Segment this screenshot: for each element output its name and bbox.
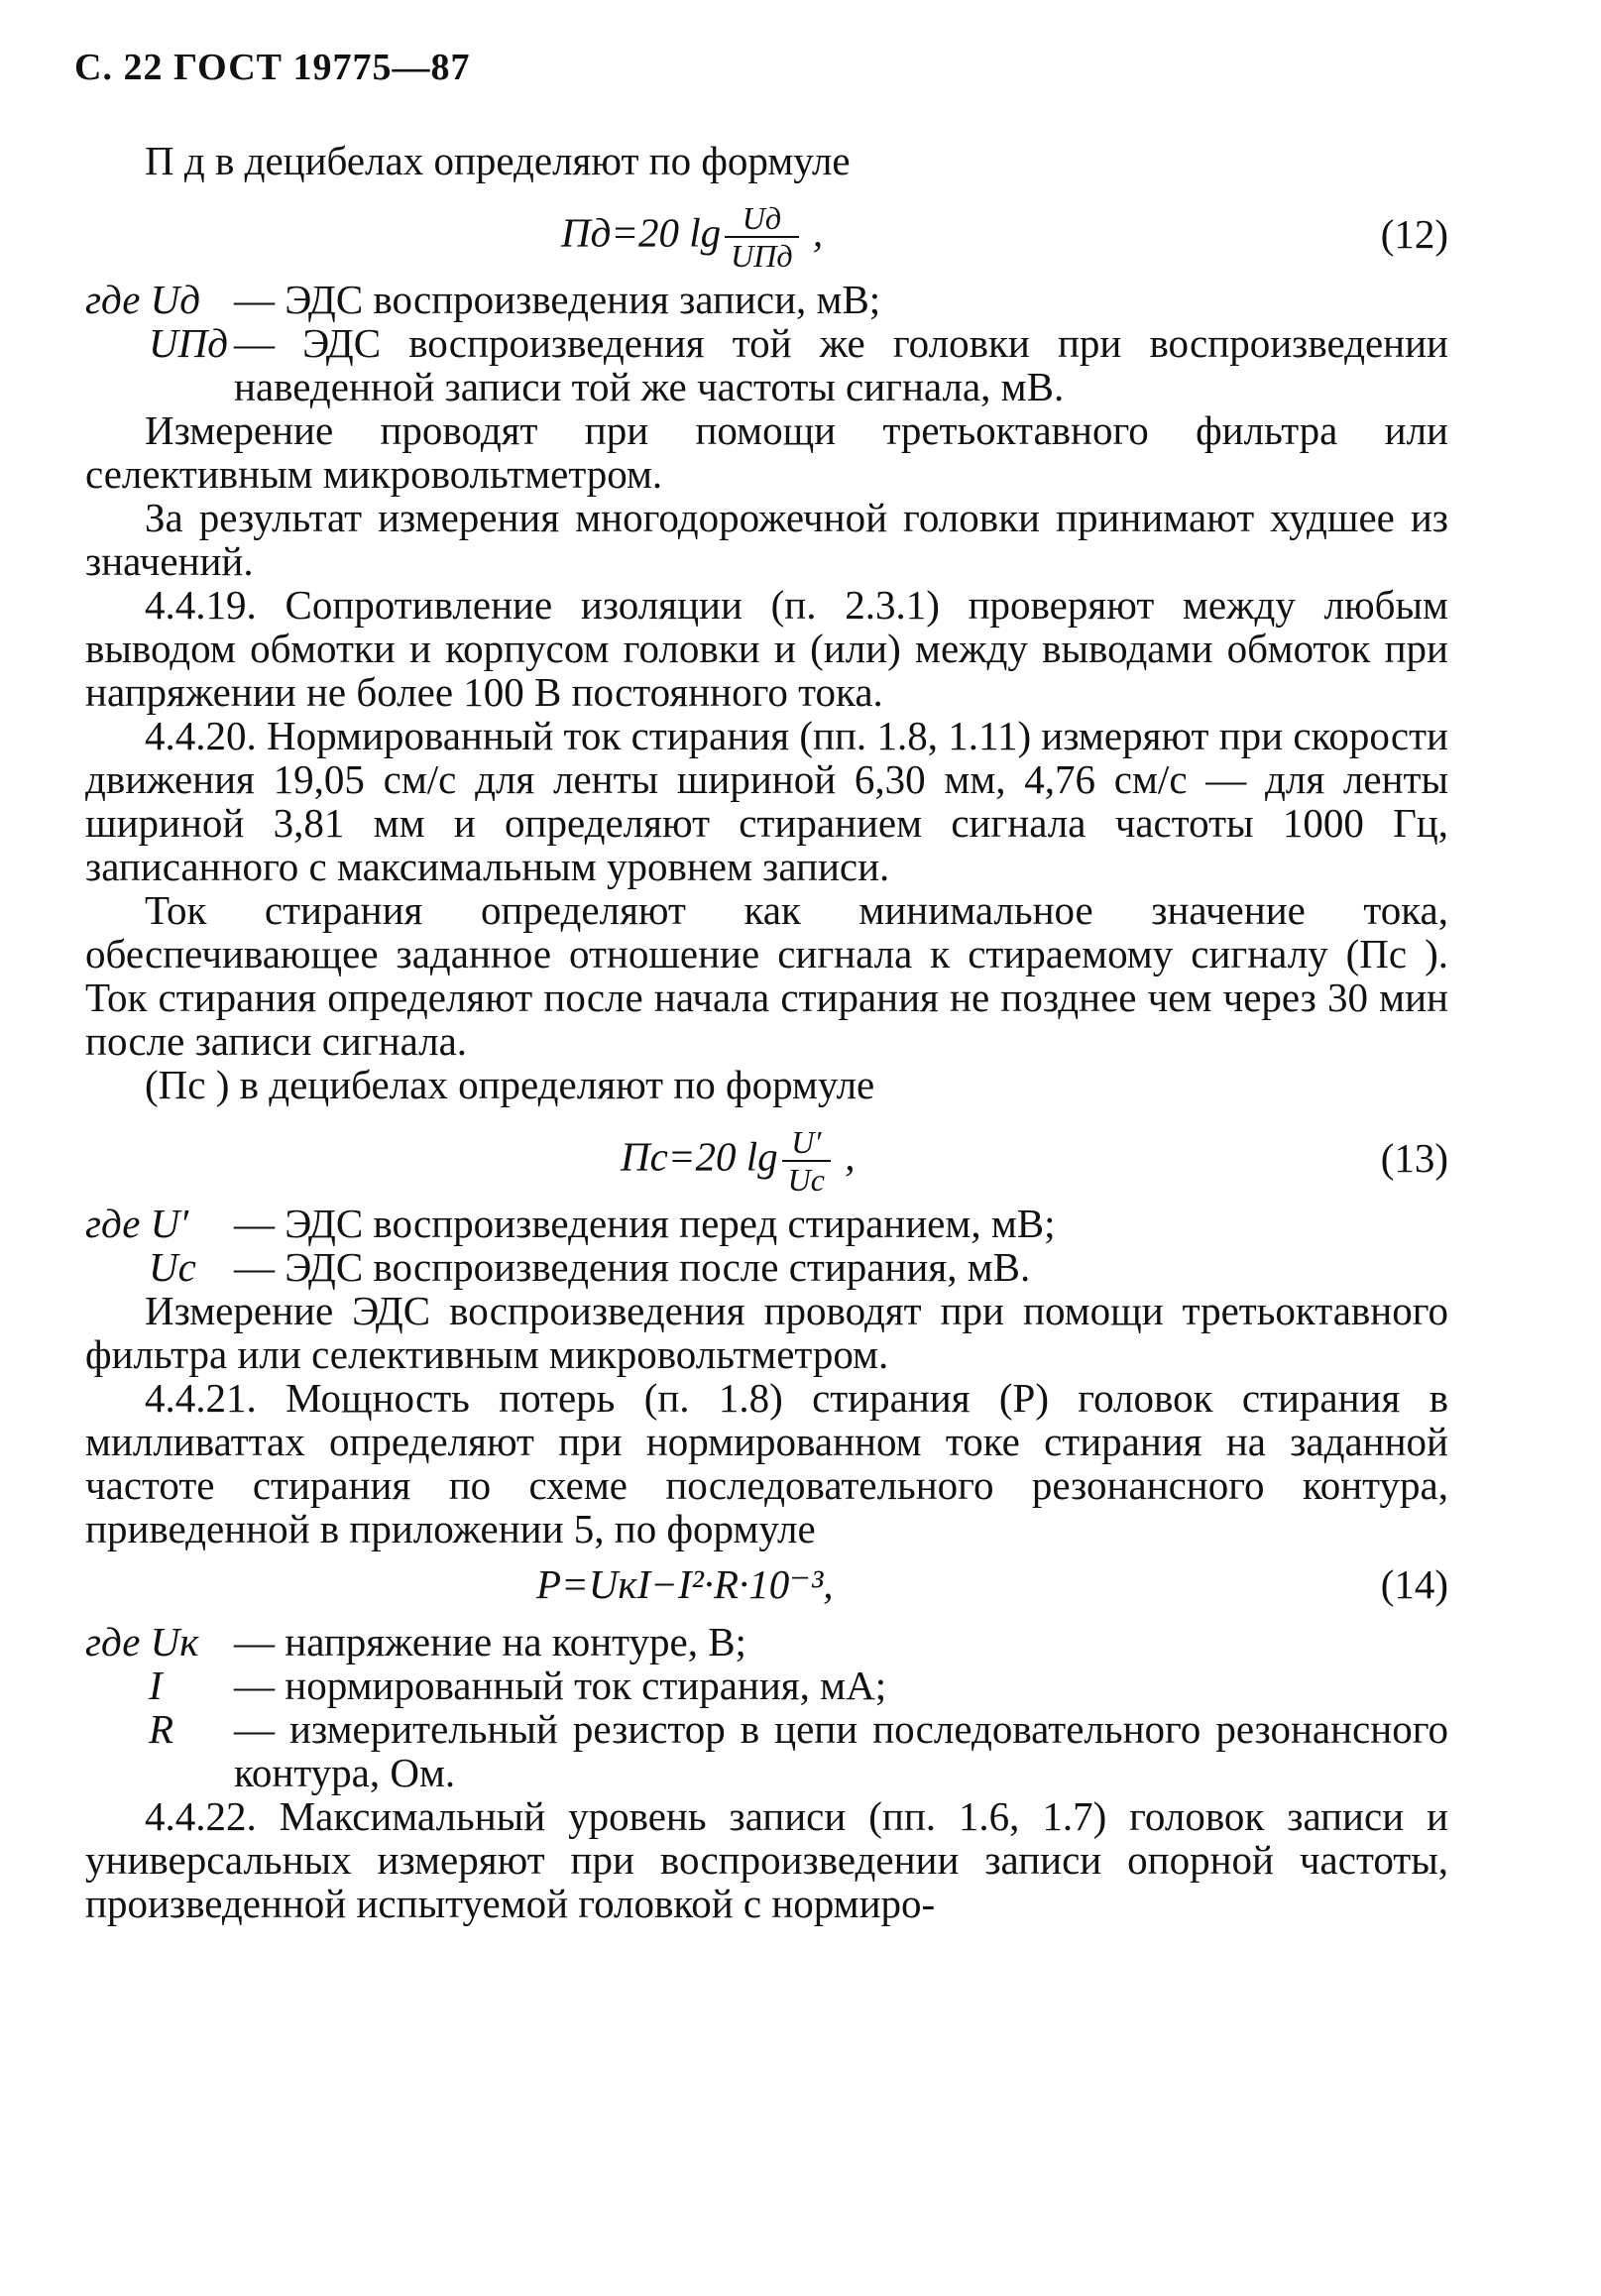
- definition-row: [85, 1245, 1448, 1289]
- fraction-denominator: UПд: [731, 238, 793, 274]
- paragraph: 4.4.21. Мощность потерь (п. 1.8) стирания (Р) головок стирания в милливаттах определяют при нормированном токе стирания на заданной частоте стирания по схеме последовательного резонансного контура, приведенной в приложении 5, по формуле: [85, 1375, 1448, 1551]
- definition-text: — измерительный резистор в цепи последовательного резонансного контура, Ом.: [234, 1706, 1448, 1795]
- definition-symbol: где Uк: [85, 1619, 199, 1665]
- paragraph: (Пс ) в децибелах определяют по формуле: [145, 1062, 875, 1107]
- formula-number: (13): [1380, 1135, 1448, 1181]
- page-header: С. 22 ГОСТ 19775—87: [74, 47, 471, 88]
- formula-lhs: Пс=20 lg: [621, 1133, 778, 1180]
- formula-tail: ,: [802, 209, 824, 256]
- formula-expression: P=UкI−I²·R·10⁻³,: [536, 1561, 834, 1607]
- definitions-list: [85, 1202, 1448, 1289]
- definition-text: — ЭДС воспроизведения перед стиранием, мВ;: [234, 1201, 1056, 1246]
- definition-row: [85, 1707, 1448, 1794]
- definition-text: — ЭДС воспроизведения записи, мВ;: [234, 277, 881, 322]
- fraction-numerator: Uд: [725, 200, 798, 238]
- paragraph: 4.4.19. Сопротивление изоляции (п. 2.3.1) проверяют между любым выводом обмотки и корпусом головки и (или) между выводами обмоток при напряжении не более 100 В постоянного тока.: [85, 582, 1448, 715]
- paragraph: Измерение проводят при помощи третьоктавного фильтра или селективным микровольтметром.: [85, 407, 1448, 497]
- paragraph: Ток стирания определяют как минимальное значение тока, обеспечивающее заданное отношение сигнала к стираемому сигналу (Пс ). Ток стирания определяют после начала стирания не позднее чем через 30 мин после записи сигнала.: [85, 887, 1448, 1064]
- formula-lhs: Пд=20 lg: [561, 209, 722, 256]
- formula-number: (14): [1380, 1561, 1448, 1607]
- definition-symbol: R: [149, 1706, 174, 1752]
- document-body: [85, 139, 1448, 1925]
- definition-symbol: UПд: [149, 320, 228, 366]
- paragraph: П д в децибелах определяют по формуле: [145, 138, 851, 183]
- formula-12: [85, 182, 1448, 278]
- definitions-list: [85, 278, 1448, 408]
- definition-row: [85, 1664, 1448, 1707]
- fraction-denominator: Uс: [787, 1162, 825, 1198]
- formula-14: [85, 1550, 1448, 1620]
- definition-symbol: где Uд: [85, 277, 201, 322]
- formula-expression: [621, 1124, 855, 1198]
- definition-text: — напряжение на контуре, В;: [234, 1619, 746, 1665]
- paragraph: Измерение ЭДС воспроизведения проводят при помощи третьоктавного фильтра или селективным микровольтметром.: [85, 1288, 1448, 1377]
- definition-row: [85, 278, 1448, 321]
- definition-symbol: Uс: [149, 1244, 196, 1290]
- definition-row: [85, 321, 1448, 408]
- definition-row: [85, 1620, 1448, 1664]
- fraction-numerator: U′: [782, 1124, 831, 1162]
- definition-row: [85, 1202, 1448, 1245]
- paragraph: За результат измерения многодорожечной головки принимают худшее из значений.: [85, 495, 1448, 584]
- fraction: [782, 1124, 831, 1198]
- definition-symbol: где U′: [85, 1201, 189, 1246]
- definition-text: — ЭДС воспроизведения той же головки при воспроизведении наведенной записи той же частоты сигнала, мВ.: [234, 320, 1448, 409]
- formula-tail: ,: [834, 1133, 856, 1180]
- definition-text: — ЭДС воспроизведения после стирания, мВ.: [234, 1244, 1031, 1290]
- formula-13: [85, 1106, 1448, 1202]
- definition-text: — нормированный ток стирания, мА;: [234, 1663, 887, 1708]
- definitions-list: [85, 1620, 1448, 1794]
- fraction: [725, 200, 798, 274]
- paragraph: 4.4.20. Нормированный ток стирания (пп. 1.8, 1.11) измеряют при скорости движения 19,05 см/с для ленты шириной 6,30 мм, 4,76 см/с — для ленты шириной 3,81 мм и определяют стиранием сигнала частоты 1000 Гц, записанного с максимальным уровнем записи.: [85, 713, 1448, 889]
- formula-expression: [561, 200, 823, 274]
- formula-number: (12): [1380, 211, 1448, 257]
- paragraph: 4.4.22. Максимальный уровень записи (пп. 1.6, 1.7) головок записи и универсальных измеряют при воспроизведении записи опорной частоты, произведенной испытуемой головкой с нормиро-: [85, 1793, 1448, 1926]
- definition-symbol: I: [149, 1663, 163, 1708]
